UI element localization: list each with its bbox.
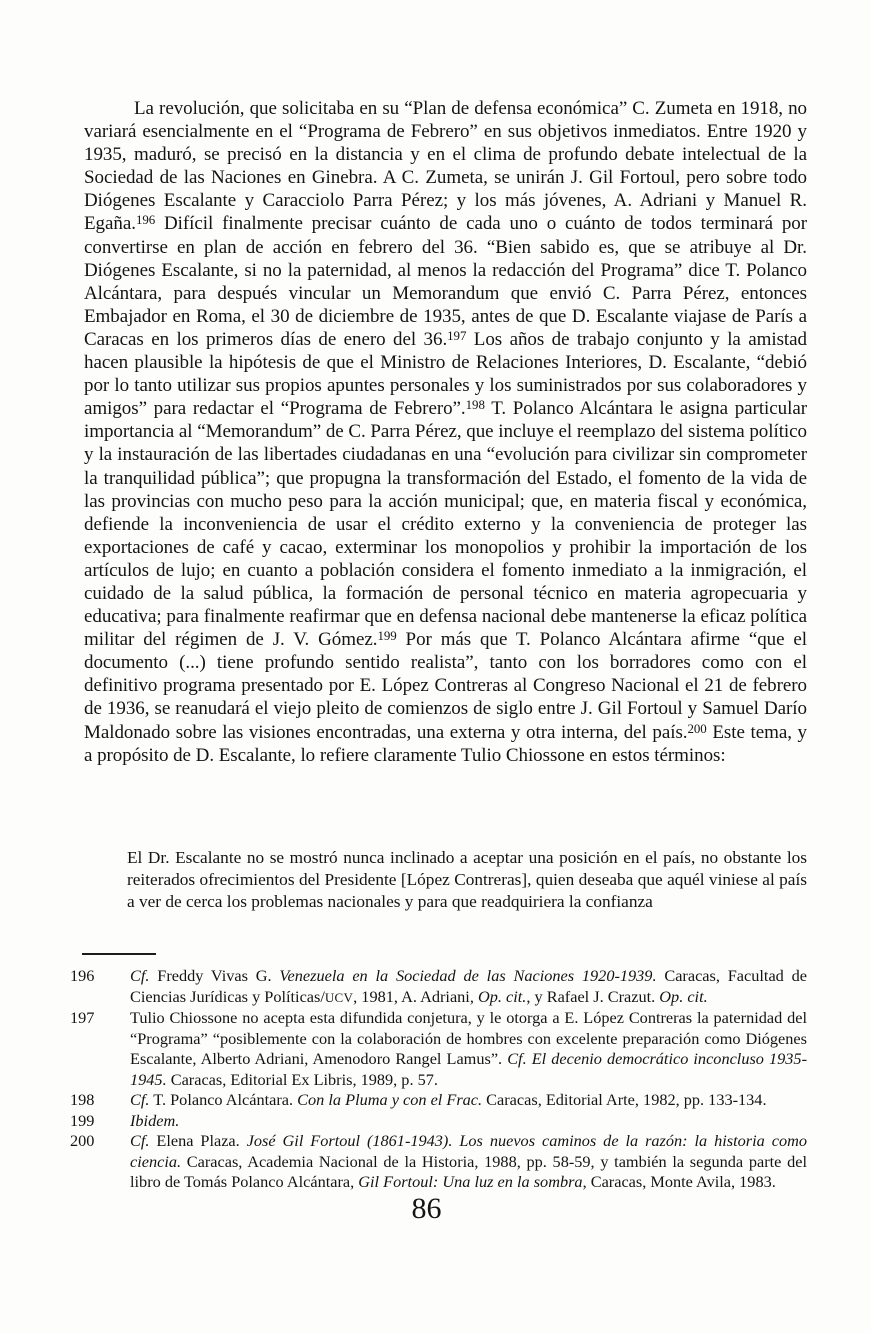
footnote-item	[70, 1090, 807, 1111]
block-quote: El Dr. Escalante no se mostró nunca inclinado a aceptar una posición en el país, no obstante los reiterados ofrecimientos del Presidente [López Contreras], quien deseaba que aquél viniese al país a ver de cerca los problemas nacionales y para que readquiriera la confianza	[127, 848, 807, 911]
footnote-text: Cf. T. Polanco Alcántara. Con la Pluma y con el Frac. Caracas, Editorial Arte, 1982, pp. 133-134.	[130, 1090, 767, 1109]
page-number: 86	[411, 1192, 442, 1225]
footnote-number: 196	[70, 966, 95, 985]
footnote-number: 198	[70, 1090, 95, 1109]
footnote-separator	[82, 953, 156, 955]
footnote-text: Cf. Freddy Vivas G. Venezuela en la Sociedad de las Naciones 1920-1939. Caracas, Facultad de Ciencias Jurídicas y Políticas/UCV, 1981, A. Adriani, Op. cit., y Rafael J. Crazut. Op. cit.	[130, 966, 807, 1006]
footnote-item	[70, 1111, 807, 1132]
footnote-text: Ibidem.	[130, 1110, 180, 1130]
footnote-number: 199	[70, 1110, 95, 1130]
footnote-item	[70, 966, 807, 1008]
footnote-number: 197	[70, 1008, 95, 1027]
footnote-item	[70, 1008, 807, 1090]
footnotes-section	[70, 966, 807, 1193]
main-paragraph: La revolución, que solicitaba en su “Plan de defensa económica” C. Zumeta en 1918, no variará esencialmente en el “Programa de Febrero” en sus objetivos inmediatos. Entre 1920 y 1935, maduró, se precisó en la distancia y en el clima de profundo debate intelectual de la Sociedad de las Naciones en Ginebra. A C. Zumeta, se unirán J. Gil Fortoul, pero sobre todo Diógenes Escalante y Caracciolo Parra Pérez; y los más jóvenes, A. Adriani y Manuel R. Egaña.$^{196}$ Difícil finalmente precisar cuánto de cada uno o cuánto de todos terminará por convertirse en plan de acción en febrero del 36. “Bien sabido es, que se atribuye al Dr. Diógenes Escalante, si no la paternidad, al menos la redacción del Programa” dice T. Polanco Alcántara, para después vincular un Memorandum que envió C. Parra Pérez, entonces Embajador en Roma, el 30 de diciembre de 1935, antes de que D. Escalante viajase de París a Caracas en los primeros días de enero del 36.$^{197}$ Los años de trabajo conjunto y la amistad hacen plausible la hipótesis de que el Ministro de Relaciones Interiores, D. Escalante, “debió por lo tanto utilizar sus propios apuntes personales y los suministrados por sus colaboradores y amigos” para redactar el “Programa de Febrero”.$^{198}$ T. Polanco Alcántara le asigna particular importancia al “Memorandum” de C. Parra Pérez, que incluye el reemplazo del sistema político y la instauración de las libertades ciudadanas en una “evolución para civilizar sin comprometer la tranquilidad pública”; que propugna la transformación del Estado, el fomento de la vida de las provincias con mucho peso para la acción municipal; que, en materia fiscal y económica, defiende la inconveniencia de usar el crédito externo y la conveniencia de proteger las exportaciones de café y cacao, exterminar los monopolios y prohibir la importación de los artículos de lujo; en cuanto a población considera el fomento inmediato a la inmigración, el cuidado de la salud pública, la formación de personal técnico en materia agropecuaria y educativa; para finalmente reafirmar que en defensa nacional debe mantenerse la eficaz política militar del régimen de J. V. Gómez.$^{199}$ Por más que T. Polanco Alcántara afirme “que el documento (...) tiene profundo sentido realista”, tanto con los borradores como con el definitivo programa presentado por E. López Contreras al Congreso Nacional el 21 de febrero de 1936, se reanudará el viejo pleito de comienzos de siglo entre J. Gil Fortoul y Samuel Darío Maldonado sobre las visiones encontradas, una externa y otra interna, del país.$^{200}$ Este tema, y a propósito de D. Escalante, lo refiere claramente Tulio Chiossone en estos términos:	[84, 98, 807, 766]
footnote-text: Cf. Elena Plaza. José Gil Fortoul (1861-1943). Los nuevos caminos de la razón: la historia como ciencia. Caracas, Academia Nacional de la Historia, 1988, pp. 58-59, y también la segunda parte del libro de Tomás Polanco Alcántara, Gil Fortoul: Una luz en la sombra, Caracas, Monte Avila, 1983.	[130, 1131, 807, 1191]
footnote-text: Tulio Chiossone no acepta esta difundida conjetura, y le otorga a E. López Contreras la paternidad del “Programa” “posiblemente con la colaboración de hombres con excelente preparación como Diógenes Escalante, Alberto Adriani, Amenodoro Rangel Lamus”. Cf. El decenio democrático inconcluso 1935-1945. Caracas, Editorial Ex Libris, 1989, p. 57.	[130, 1008, 807, 1089]
footnote-number: 200	[70, 1131, 95, 1150]
footnote-item	[70, 1131, 807, 1193]
